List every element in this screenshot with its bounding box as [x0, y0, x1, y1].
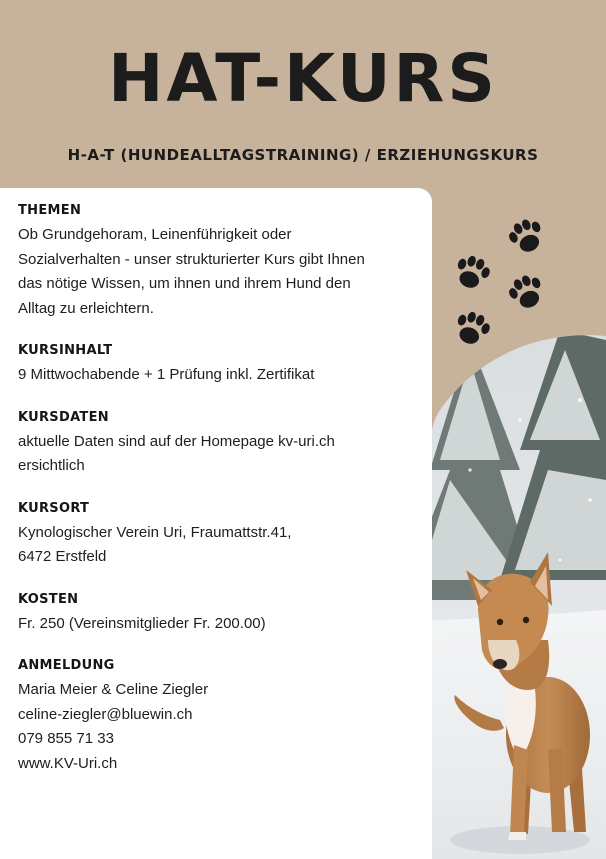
section-heading: ANMELDUNG [18, 658, 115, 673]
section-text: Sozialverhalten - unser strukturierter Kurs gibt Ihnen [18, 250, 365, 268]
section-heading: KOSTEN [18, 591, 79, 607]
section-text: aktuelle Daten sind auf der Homepage kv-uri.ch [18, 432, 335, 450]
page-title: HAT-KURS [108, 40, 498, 117]
contact-phone: 079 855 71 33 [18, 730, 114, 747]
section-heading: KURSINHALT [18, 343, 113, 358]
section-heading: KURSORT [18, 500, 90, 516]
section-kursdaten [18, 409, 418, 479]
section-text: Kynologischer Verein Uri, Fraumattstr.41, [18, 523, 292, 541]
section-text: ersichtlich [18, 457, 85, 474]
section-text: Ob Grundgehoram, Leinenführigkeit oder [18, 226, 292, 243]
paw-print-icon [451, 308, 493, 349]
section-text: Fr. 250 (Vereinsmitglieder Fr. 200.00) [18, 614, 266, 632]
section-text: das nötige Wissen, um ihnen und ihrem Hund den [18, 275, 351, 292]
section-heading: KURSDATEN [18, 409, 109, 425]
section-anmeldung [18, 657, 418, 776]
page-subtitle: H-A-T (HUNDEALLTAGSTRAINING) / ERZIEHUNGSKURS [67, 146, 539, 164]
paw-print-icon [505, 271, 548, 313]
section-text: 6472 Erstfeld [18, 548, 107, 565]
contact-email: celine-ziegler@bluewin.ch [18, 705, 193, 723]
info-sections [18, 202, 418, 797]
paw-print-icon [505, 215, 548, 257]
section-kosten [18, 591, 418, 637]
section-kursinhalt [18, 342, 418, 388]
contact-name: Maria Meier & Celine Ziegler [18, 681, 209, 698]
section-text: 9 Mittwochabende + 1 Prüfung inkl. Zertifikat [18, 366, 315, 383]
section-heading: THEMEN [18, 203, 82, 218]
section-themen [18, 202, 418, 321]
section-kursort [18, 500, 418, 570]
paw-print-icon [451, 252, 493, 293]
section-text: Alltag zu erleichtern. [18, 299, 154, 317]
contact-website: www.KV-Uri.ch [18, 754, 118, 772]
